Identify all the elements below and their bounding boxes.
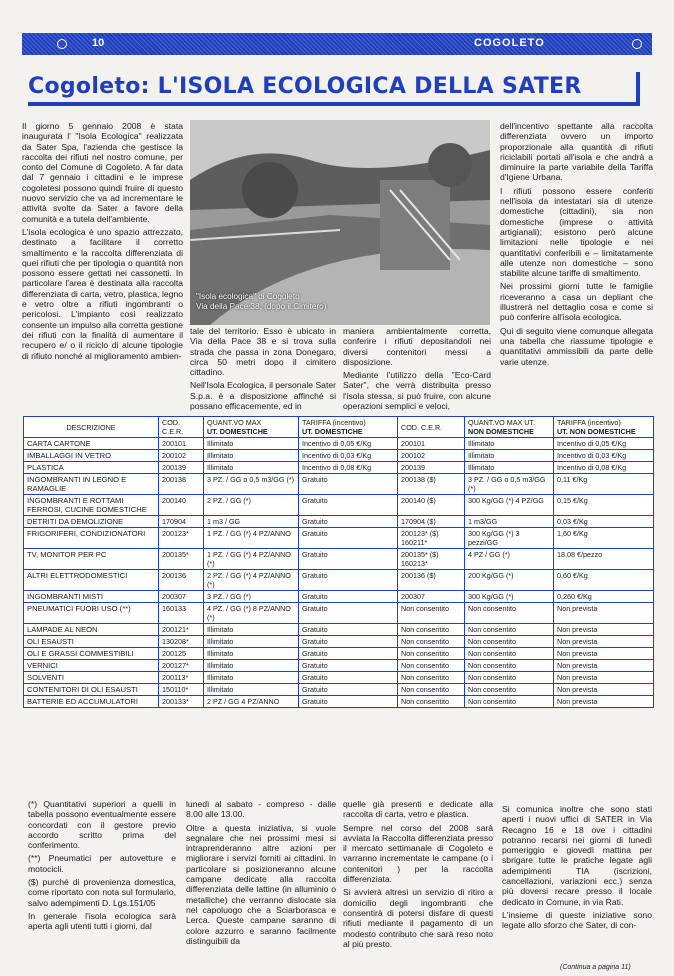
table-cell: LAMPADE AL NEON — [24, 624, 159, 636]
table-cell: 0,260 €/Kg — [554, 591, 654, 603]
paragraph: I rifiuti possono essere conferiti nell'isola da intestatari sia di utenze domestiche (cittadini), sia non domestiche (imprese o attività artigianali); esistono però alcune limitazioni nelle tipologie e nei quantitativi conferibili e – limitatamente alle utenze non domestiche – sono stabilite alcune tariffe di smaltimento. — [500, 185, 653, 279]
table-cell: Gratuito — [299, 549, 398, 570]
table-cell: 200135* ($) 160213* — [398, 549, 465, 570]
table-cell: DETRITI DA DEMOLIZIONE — [24, 516, 159, 528]
table-cell: Non consentito — [465, 684, 554, 696]
table-cell: Non consentito — [398, 696, 465, 708]
header-cell: QUANT.VO MAX UT. NON DOMESTICHE — [465, 417, 554, 438]
table-cell: 4 PZ / GG (*) — [465, 549, 554, 570]
paragraph: ($) purché di provenienza domestica, come riportato con nota sul formulario, salvo adempimenti D. Lgs.151/05 — [28, 877, 176, 908]
table-cell: 2 PZ / GG 4 PZ/ANNO — [204, 696, 299, 708]
table-cell: 200136 ($) — [398, 570, 465, 591]
table-cell: 1 PZ. / GG (*) 4 PZ/ANNO — [204, 528, 299, 549]
page-number: 10 — [92, 37, 105, 49]
paragraph: tale del territorio. Esso è ubicato in Via della Pace 38 e si trova sulla strada che passa in zona Donegaro, circa 50 metri dopo il cimitero cittadino. — [190, 326, 336, 378]
table-cell: Non prevista — [554, 684, 654, 696]
table-cell: Gratuito — [299, 603, 398, 624]
table-cell: 300 Kg/GG (*) 4 PZ/GG — [465, 495, 554, 516]
table-cell: Gratuito — [299, 660, 398, 672]
table-cell: Illimitato — [465, 450, 554, 462]
table-row — [24, 624, 654, 636]
table-cell: Gratuito — [299, 624, 398, 636]
table-cell: PLASTICA — [24, 462, 159, 474]
bottom-column-2 — [186, 799, 336, 949]
table-cell: Non consentito — [465, 648, 554, 660]
table-cell: Gratuito — [299, 474, 398, 495]
table-cell: Incentivo di 0,03 €/Kg — [299, 450, 398, 462]
table-cell: 200133* — [159, 696, 204, 708]
table-cell: Illimitato — [204, 672, 299, 684]
paragraph: Oltre a questa iniziativa, si vuole segnalare che nei prossimi mesi si intraprenderanno altre azioni per migliorare i servizi forniti ai cittadini. In particolare si posizioneranno alcune campane dedicate alla raccolta differenziata delle lattine (in alluminio o metalliche) che verranno dislocate sia nel capoluogo che a Sciarborasca e Lerca. Queste campane saranno di colore azzurro e saranno facilmente distinguibili da — [186, 822, 336, 946]
table-row — [24, 438, 654, 450]
header-cell: TARIFFA (incentivo) UT. DOMESTICHE — [299, 417, 398, 438]
header-cell: DESCRIZIONE — [24, 417, 159, 438]
table-cell: PNEUMATICI FUORI USO (**) — [24, 603, 159, 624]
table-cell: Non consentito — [465, 696, 554, 708]
table-cell: Illimitato — [465, 438, 554, 450]
table-cell: ALTRI ELETTRODOMESTICI — [24, 570, 159, 591]
column-1 — [22, 121, 183, 364]
table-row — [24, 660, 654, 672]
table-cell: Non prevista — [554, 696, 654, 708]
table-cell: 2 PZ. / GG (*) — [204, 495, 299, 516]
table-cell: Non consentito — [465, 603, 554, 624]
table-cell: INGOMBRANTI MISTI — [24, 591, 159, 603]
paragraph: L'insieme di queste iniziative sono legate allo sforzo che Sater, di con- — [502, 909, 652, 931]
table-cell: Gratuito — [299, 570, 398, 591]
bottom-column-4 — [502, 804, 652, 934]
table-cell: 0,60 €/Kg — [554, 570, 654, 591]
table-cell: 200125 — [159, 648, 204, 660]
table-cell: 200102 — [159, 450, 204, 462]
table-cell: 18,08 €/pezzo — [554, 549, 654, 570]
photo-caption: "Isola ecologica" di Cogoleto Via della Pace 38, (dopo il Cimitero) — [196, 292, 327, 311]
continue-note: (Continua a pagina 11) — [560, 964, 631, 971]
table-cell: Illimitato — [204, 648, 299, 660]
table-cell: VERNICI — [24, 660, 159, 672]
table-cell: 1 m3/GG — [465, 516, 554, 528]
table-cell: Gratuito — [299, 684, 398, 696]
table-cell: 200138 — [159, 474, 204, 495]
table-cell: 200 Kg/GG (*) — [465, 570, 554, 591]
table-cell: CARTA CARTONE — [24, 438, 159, 450]
table-cell: 170904 ($) — [398, 516, 465, 528]
table-cell: 160133 — [159, 603, 204, 624]
paragraph: Si avvierà altresì un servizio di ritiro a domicilio degli ingombranti che consentirà di potersi disfare di questi rifiuti mediante il pagamento di un modesto contributo che sarà reso noto al più presto. — [343, 887, 493, 949]
table-row — [24, 648, 654, 660]
table-cell: Illimitato — [204, 636, 299, 648]
table-cell: Non consentito — [465, 660, 554, 672]
table-cell: FRIGORIFERI, CONDIZIONATORI — [24, 528, 159, 549]
table-cell: 200102 — [398, 450, 465, 462]
table-cell: Non prevista — [554, 636, 654, 648]
table-cell: 200123* ($) 160211* — [398, 528, 465, 549]
table-cell: 200135* — [159, 549, 204, 570]
table-cell: Gratuito — [299, 672, 398, 684]
table-cell: 1 m3 / GG — [204, 516, 299, 528]
header-cell: TARIFFA (incentivo) UT. NON DOMESTICHE — [554, 417, 654, 438]
table-cell: Non consentito — [398, 648, 465, 660]
table-cell: IMBALLAGGI IN VETRO — [24, 450, 159, 462]
paragraph: Sempre nel corso del 2008 sarà avviata la Raccolta differenziata presso il mercato settimanale di Cogoleto e varranno incrementate le campane (o i contenitori ) per la raccolta differenziata. — [343, 822, 493, 885]
table-cell: 200123* — [159, 528, 204, 549]
table-cell: Gratuito — [299, 696, 398, 708]
paragraph: (*) Quantitativi superiori a quelli in tabella possono eventualmente essere concordati con il gestore previo accordo scritto prima del conferimento. — [28, 799, 176, 851]
table-cell: Incentivo di 0,08 €/Kg — [554, 462, 654, 474]
table-cell: Non consentito — [398, 636, 465, 648]
table-cell: Incentivo di 0,05 €/Kg — [554, 438, 654, 450]
table-cell: 300 Kg/GG (*) 3 pezzi/GG — [465, 528, 554, 549]
table-row — [24, 696, 654, 708]
column-3 — [343, 326, 491, 414]
table-cell: Non prevista — [554, 603, 654, 624]
table-cell: 3 PZ. / GG o 0,5 m3/GG (*) — [465, 474, 554, 495]
table-cell: 200307 — [398, 591, 465, 603]
paragraph: lunedì al sabato - compreso - dalle 8.00 alle 13.00. — [186, 799, 336, 820]
bottom-column-1 — [28, 799, 176, 935]
page-header — [22, 33, 652, 55]
table-row — [24, 603, 654, 624]
table-cell: Illimitato — [204, 450, 299, 462]
table-cell: Incentivo di 0,03 €/Kg — [554, 450, 654, 462]
table-cell: 130208* — [159, 636, 204, 648]
table-cell: 200307 — [159, 591, 204, 603]
table-cell: INGOMBRANTI IN LEGNO E RAMAGLIE — [24, 474, 159, 495]
table-row — [24, 528, 654, 549]
table-cell: Incentivo di 0,08 €/Kg — [299, 462, 398, 474]
table-cell: Non prevista — [554, 660, 654, 672]
table-cell: 3 PZ. / GG (*) — [204, 591, 299, 603]
table-cell: Non consentito — [465, 636, 554, 648]
table-cell: Gratuito — [299, 648, 398, 660]
article-title: Cogoleto: L'ISOLA ECOLOGICA DELLA SATER — [28, 72, 640, 106]
table-cell: Incentivo di 0,05 €/Kg — [299, 438, 398, 450]
table-cell: 200127* — [159, 660, 204, 672]
paragraph: Nell'Isola Ecologica, il personale Sater S.p.a. è a disposizione affinché si possano efficacemente, ed in — [190, 380, 336, 412]
paragraph: dell'incentivo spettante alla raccolta differenziata ovvero un importo proporzionale alla quantità di rifiuti riciclabili portati all'isola e che andrà a diminuire la parte variabile della Tariffa d'Igiene Urbana. — [500, 121, 653, 183]
column-4 — [500, 121, 653, 370]
table-cell: 200101 — [398, 438, 465, 450]
header-cell: QUANT.VO MAX UT. DOMESTICHE — [204, 417, 299, 438]
table-cell: TV, MONITOR PER PC — [24, 549, 159, 570]
table-cell: Gratuito — [299, 591, 398, 603]
table-cell: Gratuito — [299, 528, 398, 549]
table-cell: Illimitato — [204, 684, 299, 696]
table-cell: Non prevista — [554, 648, 654, 660]
table-cell: 200139 — [159, 462, 204, 474]
table-cell: SOLVENTI — [24, 672, 159, 684]
paragraph: In generale l'isola ecologica sarà aperta agli utenti tutti i giorni, dal — [28, 910, 176, 932]
table-cell: 200140 — [159, 495, 204, 516]
table-row — [24, 462, 654, 474]
table-row — [24, 636, 654, 648]
header-cell: COD. C.E.R. — [398, 417, 465, 438]
table-cell: 1 PZ. / GG (*) 4 PZ/ANNO (*) — [204, 549, 299, 570]
table-cell: Gratuito — [299, 636, 398, 648]
table-cell: Gratuito — [299, 516, 398, 528]
table-cell: 150110* — [159, 684, 204, 696]
paragraph: maniera ambientalmente corretta, conferire i rifiuti depositandoli nei diversi contenitori messi a disposizione. — [343, 326, 491, 367]
table-cell: Non prevista — [554, 624, 654, 636]
table-cell: 200136 — [159, 570, 204, 591]
paragraph: Mediante l'utilizzo della "Eco-Card Sater", che verrà distribuita presso l'isola stessa, si può fruire, con alcune operazioni semplici e veloci, — [343, 370, 491, 412]
paragraph: Qui di seguito viene comunque allegata una tabella che riassume tipologie e quantitativi ammissibili da parte delle varie utenze. — [500, 325, 653, 367]
table-cell: Non consentito — [465, 624, 554, 636]
table-cell: Illimitato — [204, 462, 299, 474]
table-cell: Non consentito — [465, 672, 554, 684]
table-row — [24, 684, 654, 696]
table-cell: CONTENITORI DI OLI ESAUSTI — [24, 684, 159, 696]
table-cell: 1,60 €/Kg — [554, 528, 654, 549]
table-cell: 200138 ($) — [398, 474, 465, 495]
table-cell: 200139 — [398, 462, 465, 474]
table-cell: Illimitato — [204, 438, 299, 450]
table-cell: Gratuito — [299, 495, 398, 516]
table-cell: 0,15 €/Kg — [554, 495, 654, 516]
table-cell: OLI E GRASSI COMMESTIBILI — [24, 648, 159, 660]
table-cell: 200140 ($) — [398, 495, 465, 516]
table-row — [24, 516, 654, 528]
paragraph: Si comunica inoltre che sono stati aperti i nuovi uffici di SATER in Via Recagno 16 e 18 ove i cittadini potranno recarsi nei giorni di lunedì pomeriggio e giovedì mattina per sbrigare tutte le pratiche legate agli adempimenti TIA (iscrizioni, cancellazioni, variazioni ecc.) senza più doversi recare presso il locale dedicato in Comune, in via Rati. — [502, 804, 652, 907]
table-cell: Non prevista — [554, 672, 654, 684]
table-cell: Non consentito — [398, 684, 465, 696]
table-cell: 2 PZ. / GG (*) 4 PZ/ANNO (*) — [204, 570, 299, 591]
table-cell: INGOMBRANTI E ROTTAMI FERROSI, CUCINE DOMESTICHE — [24, 495, 159, 516]
table-cell: 200121* — [159, 624, 204, 636]
table-row — [24, 450, 654, 462]
table-cell: OLI ESAUSTI — [24, 636, 159, 648]
table-cell: 170904 — [159, 516, 204, 528]
section-title: COGOLETO — [474, 37, 545, 49]
table-header — [24, 417, 654, 438]
table-cell: 0,11 €/Kg — [554, 474, 654, 495]
header-cell: COD. C.E.R. — [159, 417, 204, 438]
table-cell: Non consentito — [398, 603, 465, 624]
circle-icon — [57, 39, 67, 49]
table-row — [24, 570, 654, 591]
table-cell: Non consentito — [398, 624, 465, 636]
table-cell: 200101 — [159, 438, 204, 450]
paragraph: Il giorno 5 gennaio 2008 è stata inaugurata l' "Isola Ecologica" realizzata da Sater Spa, l'azienda che gestisce la raccolta dei rifiuti nel nostro comune, per conto del Comune di Cogoleto. A far data dal 7 gennaio i cittadini e le imprese cogoletesi possono quindi fruire di questo nuovo servizio che va ad incrementare le attività svolte da Sater a favore della comunità e a tutela dell'ambiente. — [22, 121, 183, 224]
waste-table — [23, 416, 654, 708]
table-cell: Illimitato — [204, 624, 299, 636]
table-row — [24, 474, 654, 495]
table-row — [24, 549, 654, 570]
table-cell: BATTERIE ED ACCUMULATORI — [24, 696, 159, 708]
paragraph: Nei prossimi giorni tutte le famiglie riceveranno a casa un depliant che illustrerà nel dettaglio cosa e come si può conferire all'isola ecologica. — [500, 281, 653, 323]
column-2 — [190, 326, 336, 414]
table-cell: 300 Kg/GG (*) — [465, 591, 554, 603]
table-cell: Illimitato — [204, 660, 299, 672]
table-row — [24, 495, 654, 516]
table-cell: Non consentito — [398, 660, 465, 672]
bottom-column-3 — [343, 799, 493, 952]
table-row — [24, 672, 654, 684]
paragraph: quelle già presenti e dedicate alla raccolta di carta, vetro e plastica. — [343, 799, 493, 820]
table-cell: 0,03 €/Kg — [554, 516, 654, 528]
table-cell: 4 PZ. / GG (*) 8 PZ/ANNO (*) — [204, 603, 299, 624]
table-cell: Illimitato — [465, 462, 554, 474]
table-cell: 200113* — [159, 672, 204, 684]
paragraph: (**) Pneumatici per autovetture e motocicli. — [28, 853, 176, 874]
paragraph: L'isola ecologica è uno spazio attrezzato, destinato a facilitare il corretto smaltimento e la raccolta differenziata di quei rifiuti che per tipologia o quantità non possono essere gettati nei cassonetti. In particolare l'area è destinata alla raccolta differenziata di carta, vetro, plastica, legno e vetro oltre a rifiuti ingombranti o pericolosi. L'impianto così realizzato consente un impulso alla corretta gestione dei rifiuti con la finalità di aumentare il recupero e/ o il riciclo di alcune tipologie di rifiuto nonché al miglioramento ambien- — [22, 226, 183, 361]
circle-icon — [632, 39, 642, 49]
table-row — [24, 591, 654, 603]
table-cell: 3 PZ. / GG o 0,5 m3/GG (*) — [204, 474, 299, 495]
table-cell: Non consentito — [398, 672, 465, 684]
